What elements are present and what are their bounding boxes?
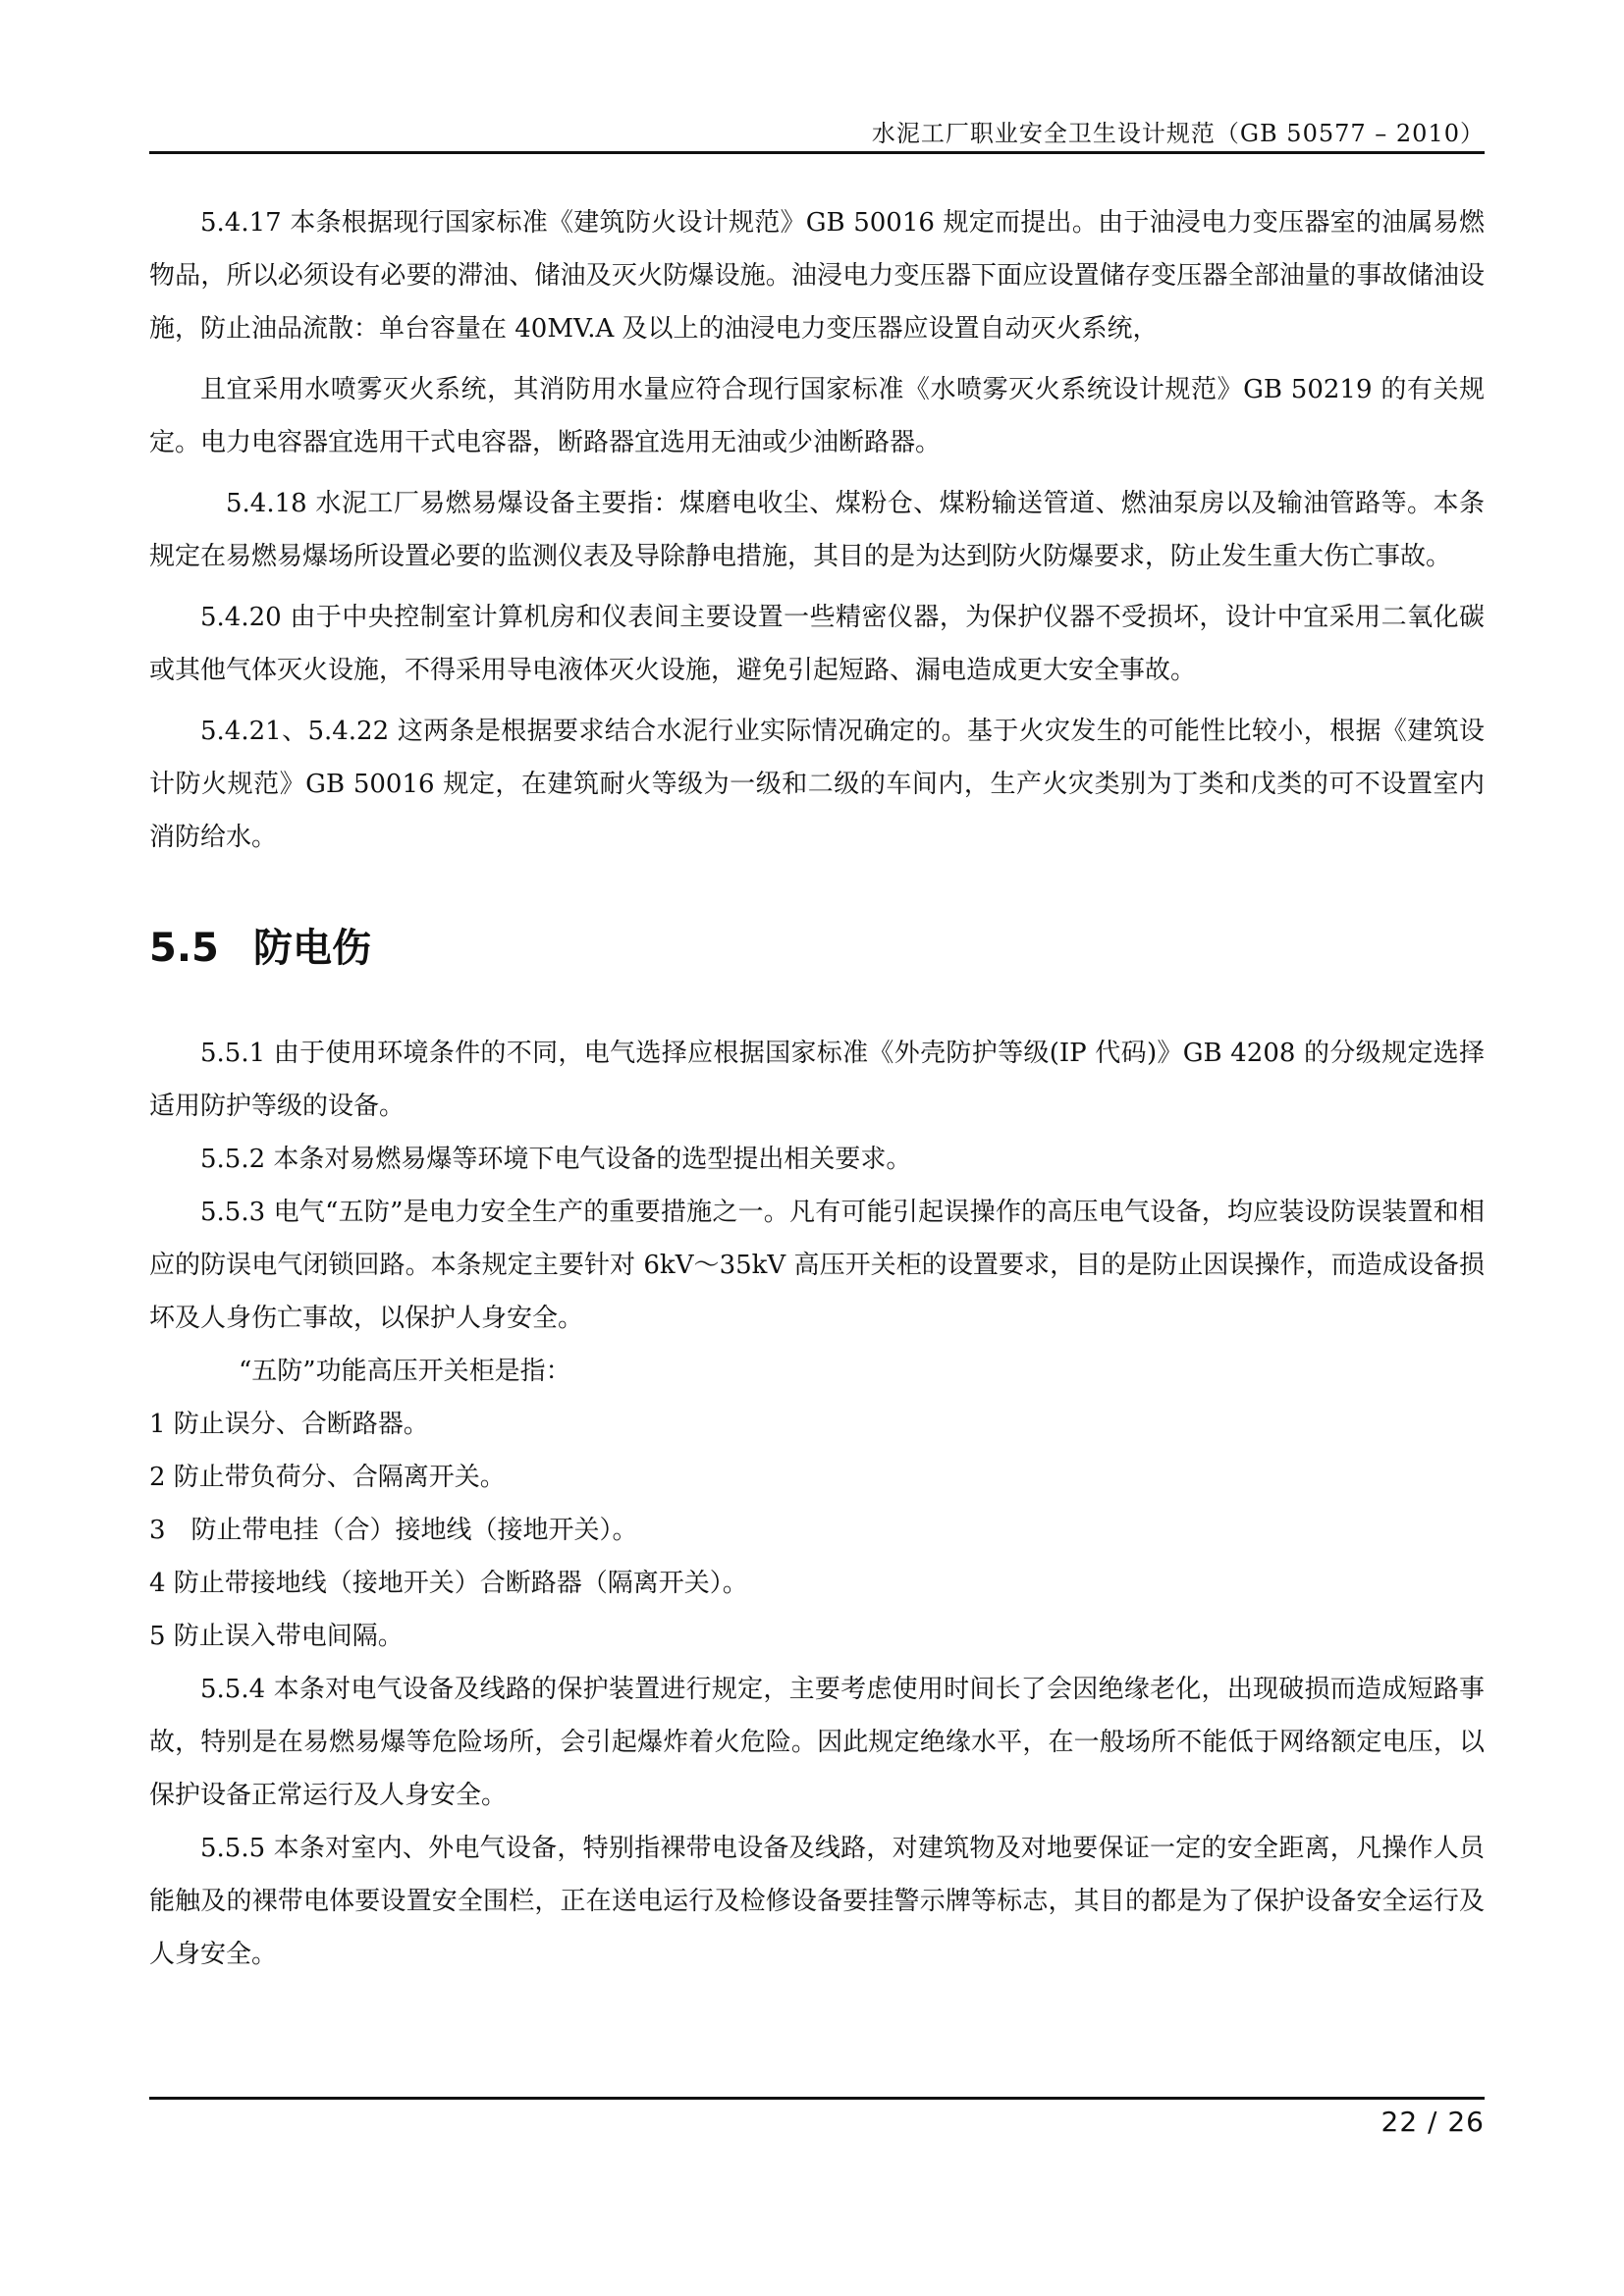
header-divider [149,151,1485,154]
paragraph-5-5-2: 5.5.2 本条对易燃易爆等环境下电气设备的选型提出相关要求。 [200,1145,912,1174]
paragraph-5-4-20: 5.4.20 由于中央控制室计算机房和仪表间主要设置一些精密仪器，为保护仪器不受损坏，设计中宜采用二氧化碳或其他气体灭火设施，不得采用导电液体灭火设施，避免引起短路、漏电造成更大安全事故。 [149,603,1485,685]
list-item: 1 防止误分、合断路器。 [149,1410,429,1439]
paragraph-5-4-17-continued: 且宜采用水喷雾灭火系统，其消防用水量应符合现行国家标准《水喷雾灭火系统设计规范》GB 50219 的有关规定。电力电容器宜选用干式电容器，断路器宜选用无油或少油断路器。 [149,375,1485,457]
paragraph-5-4-21-22: 5.4.21、5.4.22 这两条是根据要求结合水泥行业实际情况确定的。基于火灾发生的可能性比较小，根据《建筑设计防火规范》GB 50016 规定，在建筑耐火等级为一级和二级的车间内，生产火灾类别为丁类和戊类的可不设置室内消防给水。 [149,717,1485,852]
paragraph-5-5-3: 5.5.3 电气“五防”是电力安全生产的重要措施之一。凡有可能引起误操作的高压电气设备，均应装设防误装置和相应的防误电气闭锁回路。本条规定主要针对 6kV～35kV 高压开关柜的设置要求，目的是防止因误操作，而造成设备损坏及人身伤亡事故，以保护人身安全。 [149,1198,1485,1333]
page-header: 水泥工厂职业安全卫生设计规范（GB 50577 – 2010） [871,120,1485,147]
list-item: 4 防止带接地线（接地开关）合断路器（隔离开关）。 [149,1569,748,1598]
footer-divider [149,2097,1485,2100]
list-item: 2 防止带负荷分、合隔离开关。 [149,1463,506,1492]
section-title: 防电伤 [253,926,371,971]
paragraph-5-5-5: 5.5.5 本条对室内、外电气设备，特别指裸带电设备及线路，对建筑物及对地要保证一定的安全距离，凡操作人员能触及的裸带电体要设置安全围栏，正在送电运行及检修设备要挂警示牌等标志，其目的都是为了保护设备安全运行及人身安全。 [149,1834,1485,1969]
list-item: 5 防止误入带电间隔。 [149,1622,404,1651]
section-number: 5.5 [149,926,219,971]
page-body [149,196,1485,1981]
list-item: 3 防止带电挂（合）接地线（接地开关）。 [149,1516,638,1545]
section-heading [149,919,1485,978]
list-intro: “五防”功能高压开关柜是指： [239,1357,571,1386]
page-number: 22 / 26 [1380,2106,1485,2138]
paragraph-5-5-1: 5.5.1 由于使用环境条件的不同，电气选择应根据国家标准《外壳防护等级(IP 代码)》GB 4208 的分级规定选择适用防护等级的设备。 [149,1039,1485,1121]
paragraph-5-4-17: 5.4.17 本条根据现行国家标准《建筑防火设计规范》GB 50016 规定而提出。由于油浸电力变压器室的油属易燃物品，所以必须设有必要的滞油、储油及灭火防爆设施。油浸电力变压器下面应设置储存变压器全部油量的事故储油设施，防止油品流散：单台容量在 40MV.A 及以上的油浸电力变压器应设置自动灭火系统， [149,208,1485,344]
paragraph-5-5-4: 5.5.4 本条对电气设备及线路的保护装置进行规定，主要考虑使用时间长了会因绝缘老化，出现破损而造成短路事故，特别是在易燃易爆等危险场所，会引起爆炸着火危险。因此规定绝缘水平，在一般场所不能低于网络额定电压，以保护设备正常运行及人身安全。 [149,1675,1485,1810]
paragraph-5-4-18: 5.4.18 水泥工厂易燃易爆设备主要指：煤磨电收尘、煤粉仓、煤粉输送管道、燃油泵房以及输油管路等。本条规定在易燃易爆场所设置必要的监测仪表及导除静电措施，其目的是为达到防火防爆要求，防止发生重大伤亡事故。 [149,489,1485,571]
